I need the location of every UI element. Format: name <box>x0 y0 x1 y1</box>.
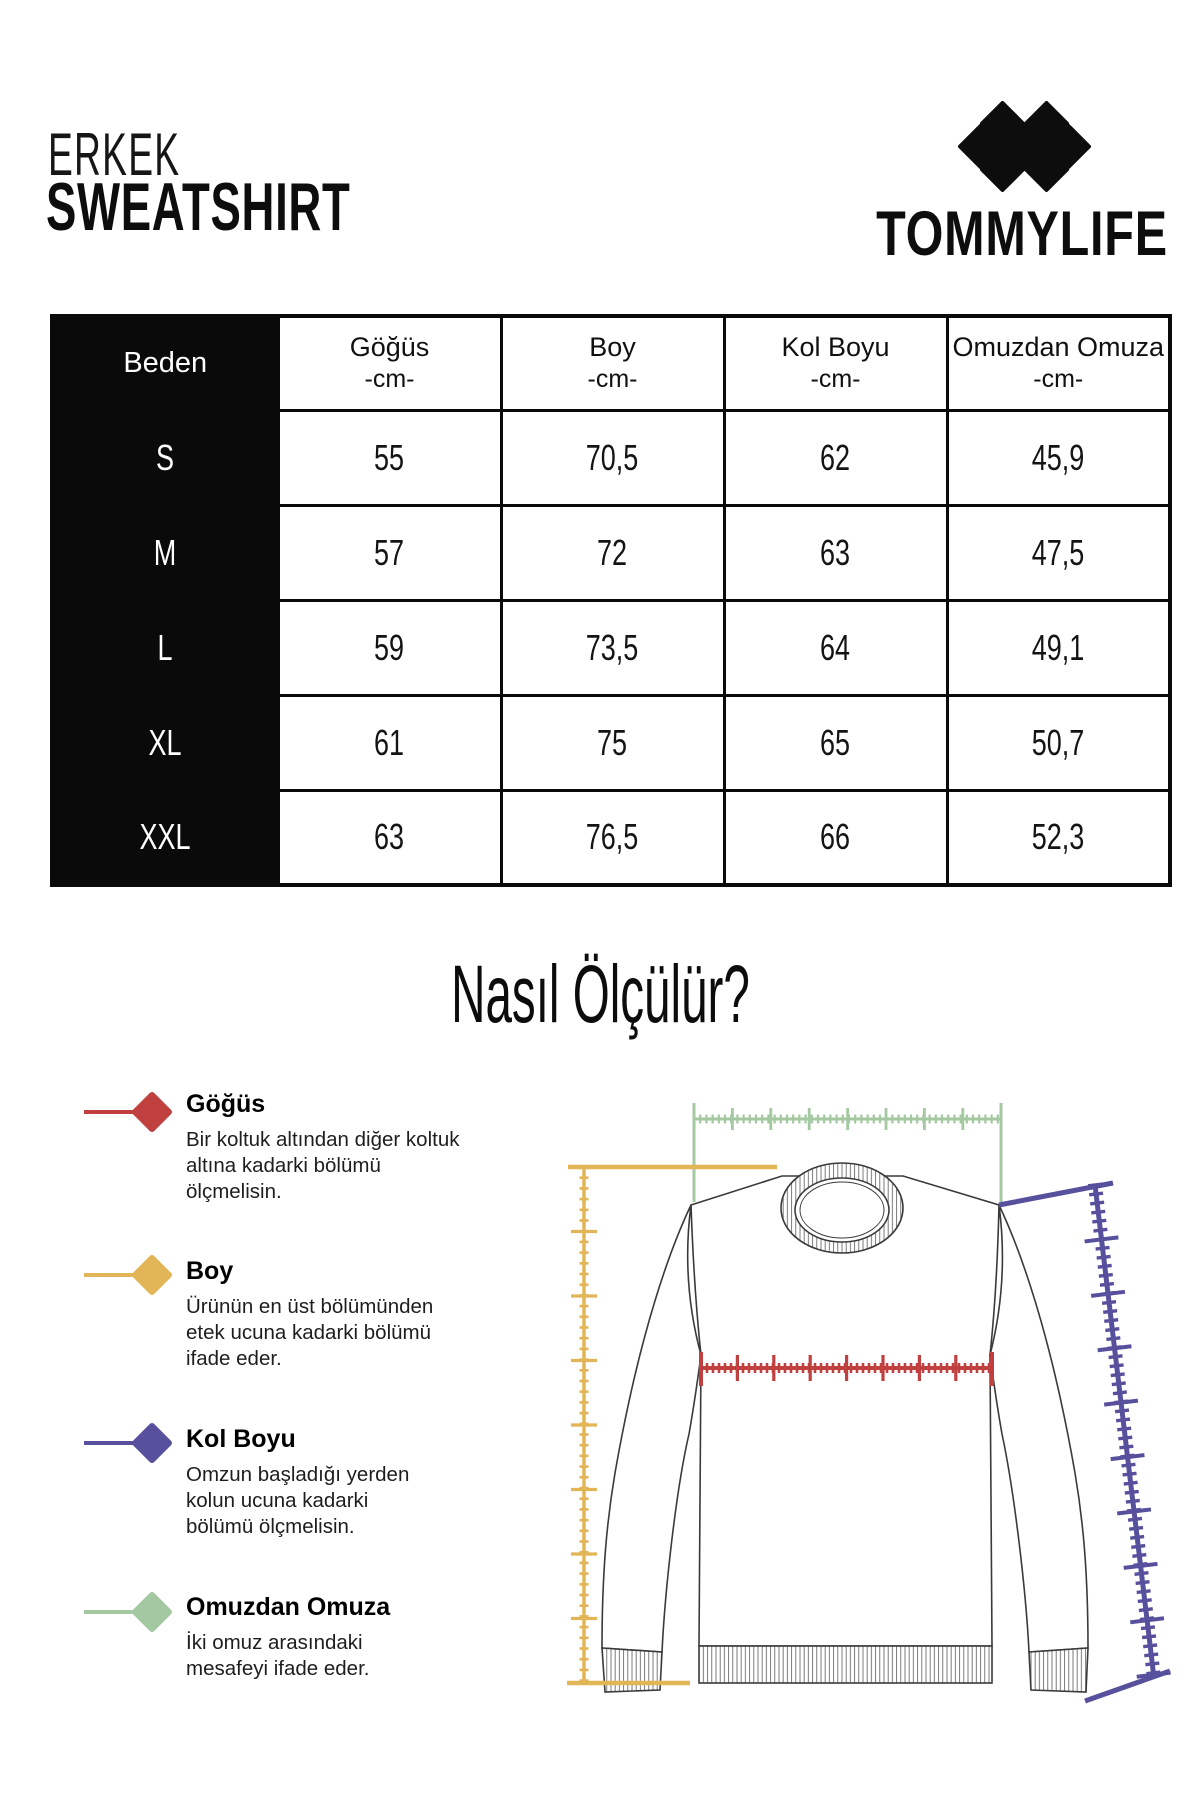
value-cell: 63 <box>278 790 501 885</box>
size-table-header-row <box>52 316 1170 410</box>
value-cell: 63 <box>724 505 947 600</box>
shoulder-marker <box>84 1591 173 1633</box>
size-label-xl: XL <box>52 695 278 790</box>
table-row <box>52 600 1170 695</box>
measure-rulers <box>567 1103 1170 1701</box>
corner-label: Beden <box>123 346 208 379</box>
legend-item-shoulder <box>186 1592 401 1682</box>
sweatshirt-hem-band <box>699 1646 992 1683</box>
column-header-sleeve: Kol Boyu -cm- <box>724 316 947 410</box>
legend-item-length <box>186 1256 441 1372</box>
value-cell: 61 <box>278 695 501 790</box>
category-text: ERKEK <box>48 121 181 188</box>
sweatshirt-collar-seam <box>800 1182 884 1238</box>
tommylife-diamonds-icon <box>957 100 1092 193</box>
value-cell: 50,7 <box>947 695 1170 790</box>
value-cell: 47,5 <box>947 505 1170 600</box>
value-cell: 62 <box>724 410 947 505</box>
legend-title: Göğüs <box>186 1090 266 1118</box>
sweatshirt-left-sleeve <box>602 1205 701 1652</box>
legend-description: Bir koltuk altından diğer koltuk altına kadarki bölümü ölçmelisin. <box>186 1128 460 1203</box>
size-label-xxl: XXL <box>52 790 278 885</box>
sweatshirt-drawing <box>602 1163 1088 1692</box>
table-row <box>52 790 1170 885</box>
sweatshirt-left-cuff <box>602 1648 662 1692</box>
value-cell: 59 <box>278 600 501 695</box>
legend-item-chest <box>186 1089 466 1205</box>
table-row <box>52 410 1170 505</box>
value-cell: 45,9 <box>947 410 1170 505</box>
size-label-l: L <box>52 600 278 695</box>
how-to-measure-title: Nasıl Ölçülür? <box>450 949 750 1040</box>
legend-item-sleeve <box>186 1424 421 1540</box>
legend-title: Kol Boyu <box>186 1425 296 1453</box>
value-cell: 57 <box>278 505 501 600</box>
sweatshirt-right-sleeve <box>990 1205 1088 1652</box>
value-cell: 52,3 <box>947 790 1170 885</box>
legend-description: Omzun başladığı yerden kolun ucuna kadarki bölümü ölçmelisin. <box>186 1463 410 1538</box>
size-label-s: S <box>52 410 278 505</box>
shoulder-diamond-icon <box>131 1591 173 1633</box>
value-cell: 70,5 <box>501 410 724 505</box>
legend-description: İki omuz arasındaki mesafeyi ifade eder. <box>186 1631 370 1680</box>
sweatshirt-right-cuff <box>1029 1648 1088 1692</box>
brand-name-wrap <box>0 198 1168 270</box>
value-cell: 73,5 <box>501 600 724 695</box>
value-cell: 66 <box>724 790 947 885</box>
column-header-shoulder: Omuzdan Omuza -cm- <box>947 316 1170 410</box>
sweatshirt-body <box>691 1176 999 1646</box>
legend-description: Ürünün en üst bölümünden etek ucuna kadarki bölümü ifade eder. <box>186 1295 434 1370</box>
chest-diamond-icon <box>131 1091 173 1133</box>
value-cell: 49,1 <box>947 600 1170 695</box>
table-row <box>52 695 1170 790</box>
table-row <box>52 505 1170 600</box>
product-text: SWEATSHIRT <box>46 169 351 245</box>
value-cell: 64 <box>724 600 947 695</box>
value-cell: 76,5 <box>501 790 724 885</box>
size-table <box>50 314 1172 887</box>
size-label-m: M <box>52 505 278 600</box>
column-header-length: Boy -cm- <box>501 316 724 410</box>
chest-marker <box>84 1091 173 1133</box>
legend-markers <box>84 1091 173 1633</box>
legend-title: Boy <box>186 1257 234 1285</box>
value-cell: 75 <box>501 695 724 790</box>
legend-title: Omuzdan Omuza <box>186 1593 391 1621</box>
length-diamond-icon <box>131 1254 173 1296</box>
sweatshirt-collar <box>781 1163 903 1253</box>
value-cell: 65 <box>724 695 947 790</box>
value-cell: 55 <box>278 410 501 505</box>
length-marker <box>84 1254 173 1296</box>
value-cell: 72 <box>501 505 724 600</box>
brand-name: TOMMYLIFE <box>876 199 1168 269</box>
sleeve-diamond-icon <box>131 1422 173 1464</box>
size-table-corner-cell <box>52 316 278 410</box>
column-header-chest: Göğüs -cm- <box>278 316 501 410</box>
sleeve-marker <box>84 1422 173 1464</box>
